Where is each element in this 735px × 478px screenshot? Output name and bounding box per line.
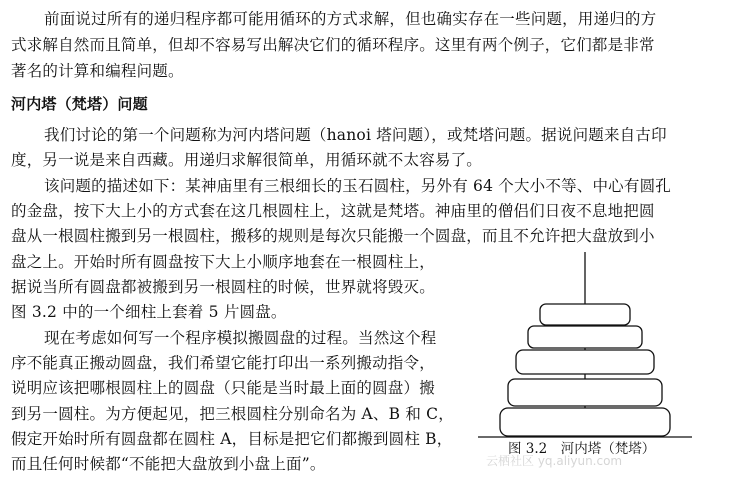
paragraph-line: 假定开始时所有圆盘都在圆柱 A，目标是把它们都搬到圆柱 B， — [11, 430, 453, 448]
paragraph-line: 度，另一说是来自西藏。用递归求解很简单，用循环就不太容易了。 — [11, 151, 483, 169]
paragraph-line: 据说当所有圆盘都被搬到另一根圆柱的时候，世界就将毁灭。 — [11, 278, 435, 296]
disk-5 — [500, 408, 670, 436]
paragraph-line: 盘从一根圆柱搬到另一根圆柱，搬移的规则是每次只能搬一个圆盘，而且不允许把大盘放到小 — [11, 227, 655, 245]
watermark: 云栖社区 yq.aliyun.com — [486, 454, 623, 468]
figure-caption: 图 3.2 河内塔（梵塔） — [508, 441, 656, 457]
disk-4 — [508, 379, 662, 406]
paragraph-line: 说明应该把哪根圆柱上的圆盘（只能是当时最上面的圆盘）搬 — [11, 379, 435, 397]
paragraph-line: 前面说过所有的递归程序都可能用循环的方式求解，但也确实存在一些问题，用递归的方 — [44, 10, 657, 28]
paragraph-line: 式求解自然而且简单，但却不容易写出解决它们的循环程序。这里有两个例子，它们都是非常 — [11, 36, 655, 54]
section-heading: 河内塔（梵塔）问题 — [11, 95, 148, 113]
paragraph-line: 到另一圆柱。为方便起见，把三根圆柱分别命名为 A、B 和 C， — [11, 405, 454, 423]
paragraph-line: 序不能真正搬动圆盘，我们希望它能打印出一系列搬动指令， — [11, 354, 435, 372]
disk-2 — [528, 326, 642, 348]
paragraph-line: 著名的计算和编程问题。 — [11, 62, 184, 80]
disk-1 — [540, 304, 630, 325]
disk-3 — [516, 350, 654, 374]
paragraph-line: 的金盘，按下大上小的方式套在这几根圆柱上，这就是梵塔。神庙里的僧侣们日夜不息地把圆 — [11, 202, 655, 220]
paragraph-line: 盘之上。开始时所有圆盘按下大上小顺序地套在一根圆柱上， — [11, 253, 435, 271]
paragraph-line: 图 3.2 中的一个细柱上套着 5 片圆盘。 — [11, 303, 287, 321]
paragraph-line: 我们讨论的第一个问题称为河内塔问题（hanoi 塔问题），或梵塔问题。据说问题来自古印 — [44, 126, 667, 144]
paragraph-line: 现在考虑如何写一个程序模拟搬圆盘的过程。当然这个程 — [44, 329, 437, 347]
paragraph-line: 该问题的描述如下：某神庙里有三根细长的玉石圆柱，另外有 64 个大小不等、中心有圆孔 — [44, 177, 671, 195]
paragraph-line: 而且任何时候都“不能把大盘放到小盘上面”。 — [11, 455, 326, 473]
